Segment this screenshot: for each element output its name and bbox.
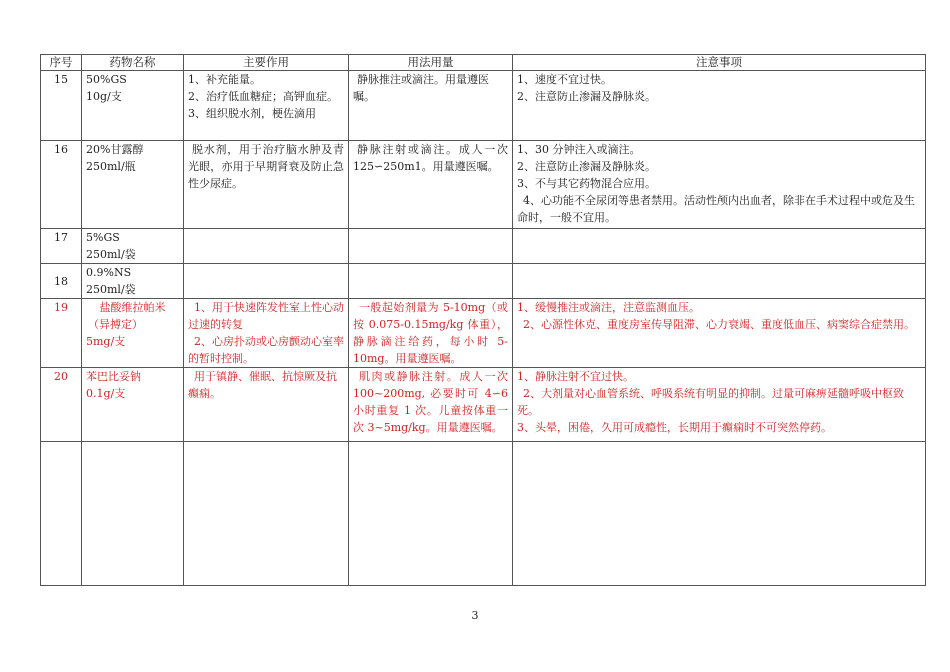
row-no: 17	[41, 229, 82, 264]
drug-name-cell	[82, 229, 184, 264]
notes-cell	[513, 71, 926, 141]
header-no: 序号	[41, 55, 82, 71]
effect-line: 2、治疗低血糖症；高钾血症。	[188, 90, 338, 103]
row-no: 20	[41, 368, 82, 442]
drug-spec: 250ml/袋	[86, 283, 136, 296]
row-no: 18	[41, 264, 82, 299]
table-header-row	[41, 55, 926, 71]
empty-cell	[349, 442, 513, 586]
effect-text: 脱水剂，用于治疗脑水肿及青光眼，亦用于早期肾衰及防止急性少尿症。	[188, 143, 344, 190]
effect-line: 1、用于快速阵发性室上性心动过速的转复	[188, 301, 344, 331]
effect-cell	[184, 368, 349, 442]
table-row	[41, 229, 926, 264]
table-row-empty	[41, 442, 926, 586]
usage-text: 静脉推注或滴注。用量遵医嘱。	[353, 73, 489, 103]
effect-cell	[184, 264, 349, 299]
usage-cell	[349, 299, 513, 368]
note-line: 3、不与其它药物混合应用。	[517, 177, 656, 190]
table-row	[41, 71, 926, 141]
note-line: 1、速度不宜过快。	[517, 73, 612, 86]
usage-text: 一般起始剂量为 5-10mg（或按 0.075-0.15mg/kg 体重），静脉滴注给药，每小时 5-10mg。用量遵医嘱。	[353, 301, 508, 365]
note-line: 1、缓慢推注或滴注，注意监测血压。	[517, 301, 700, 314]
drug-name: 苯巴比妥钠	[86, 370, 141, 383]
drug-name-cell	[82, 141, 184, 229]
drug-name: 20%甘露醇	[86, 143, 144, 156]
note-line: 1、静脉注射不宜过快。	[517, 370, 634, 383]
note-line: 1、30 分钟注入或滴注。	[517, 143, 641, 156]
note-line: 2、注意防止渗漏及静脉炎。	[517, 160, 656, 173]
drug-table	[40, 54, 926, 586]
row-no: 19	[41, 299, 82, 368]
notes-cell	[513, 229, 926, 264]
drug-name: 0.9%NS	[86, 266, 132, 279]
usage-text: 静脉注射或滴注。成人一次125∽250m1。用量遵医嘱。	[353, 143, 508, 173]
empty-cell	[513, 442, 926, 586]
empty-cell	[184, 442, 349, 586]
drug-spec: 250ml/瓶	[86, 160, 136, 173]
note-line: 2、大剂量对心血管系统、呼吸系统有明显的抑制。过量可麻痹延髓呼吸中枢致死。	[517, 387, 904, 417]
usage-cell	[349, 229, 513, 264]
empty-cell	[41, 442, 82, 586]
effect-cell	[184, 299, 349, 368]
drug-name: 5%GS	[86, 231, 120, 244]
effect-cell	[184, 141, 349, 229]
drug-name-cell	[82, 299, 184, 368]
table-row	[41, 368, 926, 442]
drug-name-cell	[82, 368, 184, 442]
empty-cell	[82, 442, 184, 586]
notes-cell	[513, 299, 926, 368]
effect-line: 3、组织脱水剂，梗佐滴用	[188, 107, 316, 119]
row-no: 16	[41, 141, 82, 229]
notes-cell	[513, 141, 926, 229]
drug-spec: 5mg/支	[86, 335, 126, 348]
drug-name: 盐酸维拉帕米	[99, 301, 166, 314]
effect-clip	[188, 71, 344, 119]
drug-spec: 250ml/袋	[86, 248, 136, 261]
effect-cell	[184, 71, 349, 141]
header-name: 药物名称	[82, 55, 184, 71]
drug-spec: 0.1g/支	[86, 387, 126, 400]
effect-cell	[184, 229, 349, 264]
usage-cell	[349, 141, 513, 229]
drug-name: 50%GS	[86, 73, 127, 86]
usage-text: 肌肉或静脉注射。成人一次100~200mg, 必要时可 4∽6 小时重复 1 次。儿童按体重一次 3~5mg/kg。用量遵医嘱。	[353, 370, 508, 434]
table-row	[41, 264, 926, 299]
header-usage: 用法用量	[349, 55, 513, 71]
effect-text: 用于镇静、催眠、抗惊厥及抗癫痫。	[188, 370, 337, 400]
drug-name-cell	[82, 71, 184, 141]
drug-spec: 10g/支	[86, 90, 122, 103]
table-row	[41, 299, 926, 368]
drug-alias: （异搏定）	[88, 318, 143, 331]
header-notes: 注意事项	[513, 55, 926, 71]
header-effect: 主要作用	[184, 55, 349, 71]
note-line: 2、心源性休克、重度房室传导阻滞、心力衰竭、重度低血压、病窦综合症禁用。	[523, 318, 915, 331]
note-line: 3、头晕，困倦，久用可成瘾性，长期用于癫痫时不可突然停药。	[517, 421, 832, 434]
note-line: 2、注意防止渗漏及静脉炎。	[517, 90, 656, 103]
effect-line: 2、心房扑动或心房颤动心室率的暂时控制。	[188, 335, 344, 365]
note-line: 4、心功能不全尿闭等患者禁用。活动性颅内出血者，除非在手术过程中或危及生命时，一般不宜用。	[517, 194, 915, 224]
usage-cell	[349, 71, 513, 141]
table-row	[41, 141, 926, 229]
notes-cell	[513, 264, 926, 299]
usage-cell	[349, 368, 513, 442]
drug-name-cell	[82, 264, 184, 299]
page-number: 3	[471, 609, 479, 622]
notes-cell	[513, 368, 926, 442]
effect-line: 1、补充能量。	[188, 73, 261, 86]
usage-cell	[349, 264, 513, 299]
row-no: 15	[41, 71, 82, 141]
